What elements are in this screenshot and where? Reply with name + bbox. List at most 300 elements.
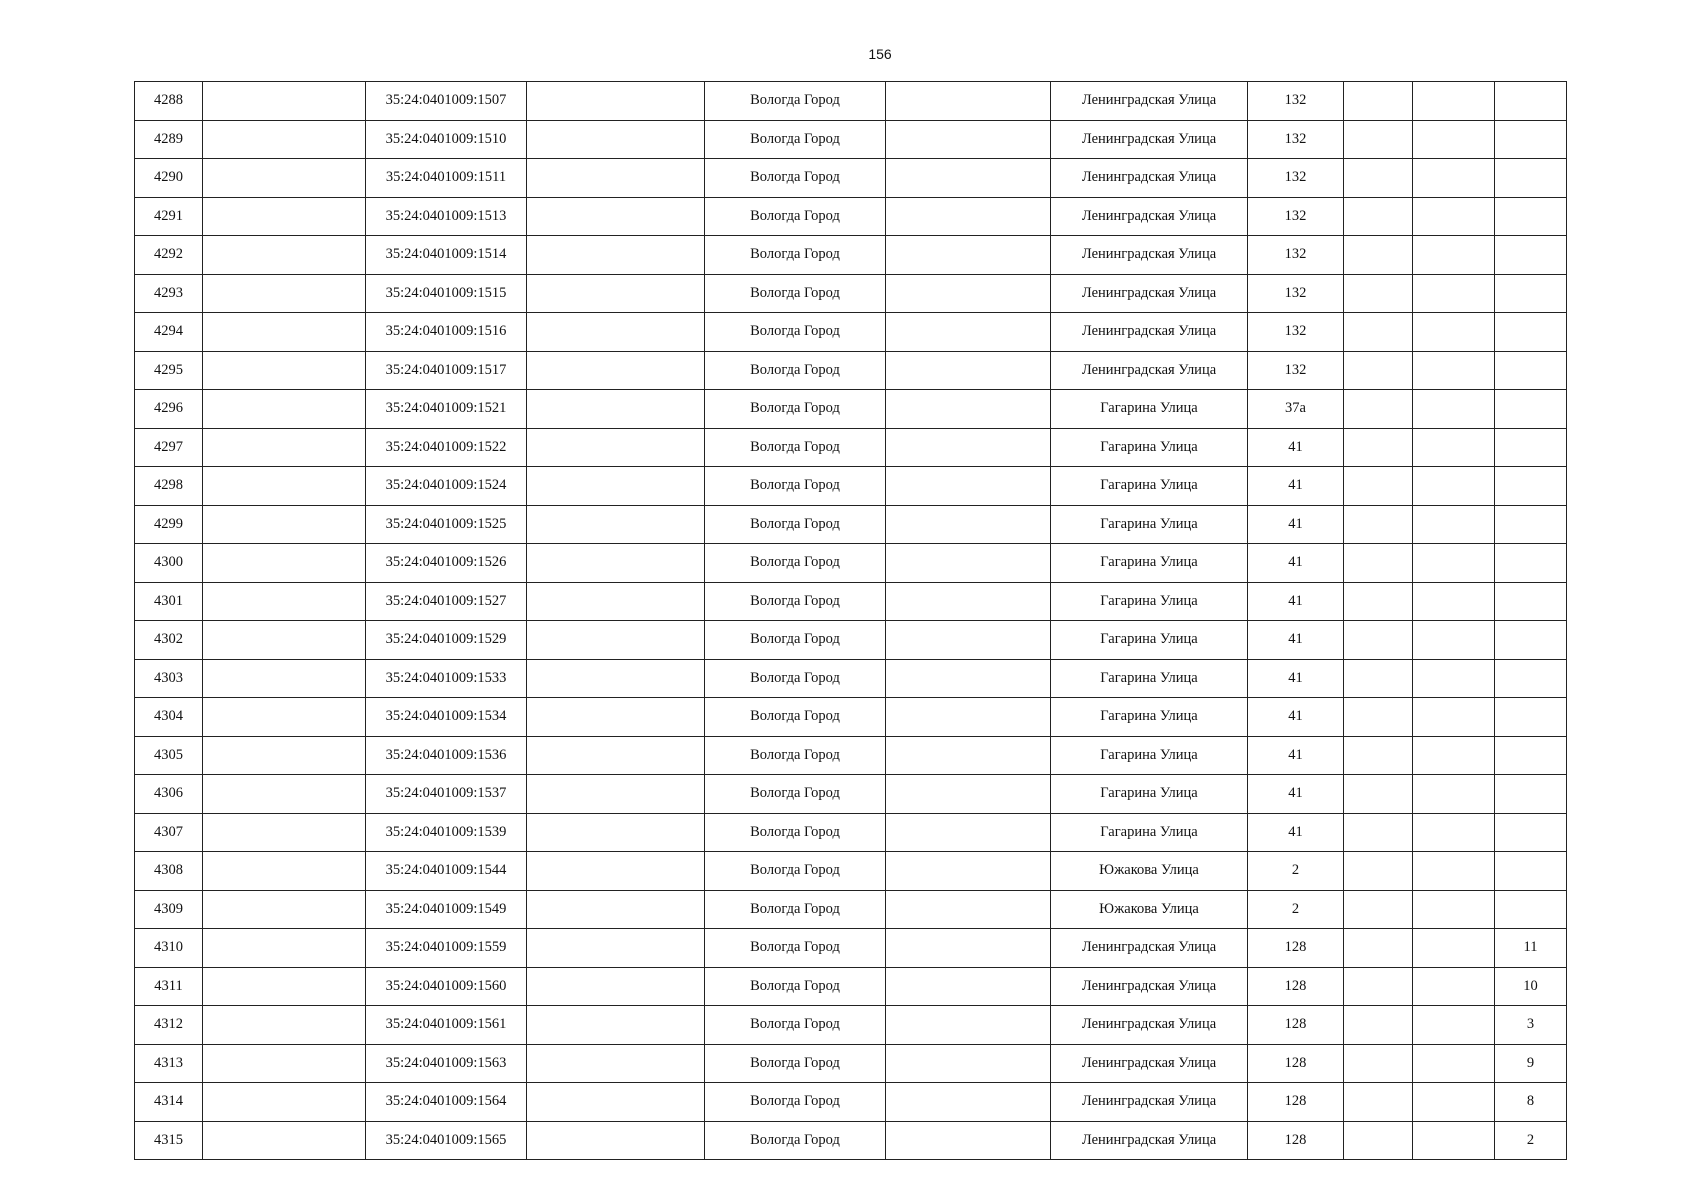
blank-cell (203, 929, 366, 968)
row-number-cell: 4315 (135, 1121, 203, 1160)
blank-cell (203, 467, 366, 506)
blank-cell (1344, 313, 1413, 352)
blank-cell (886, 313, 1051, 352)
blank-cell (886, 582, 1051, 621)
blank-cell (1344, 1121, 1413, 1160)
register-table-body (135, 82, 1567, 1160)
blank-cell (886, 890, 1051, 929)
blank-cell (1413, 313, 1495, 352)
street-cell: Гагарина Улица (1051, 544, 1248, 583)
table-row (135, 274, 1567, 313)
row-number-cell: 4306 (135, 775, 203, 814)
blank-cell (1413, 351, 1495, 390)
house-number-cell: 132 (1248, 197, 1344, 236)
blank-cell (886, 159, 1051, 198)
street-cell: Гагарина Улица (1051, 428, 1248, 467)
blank-cell (203, 197, 366, 236)
street-cell: Гагарина Улица (1051, 621, 1248, 660)
row-number-cell: 4288 (135, 82, 203, 121)
house-number-cell: 2 (1248, 890, 1344, 929)
street-cell: Ленинградская Улица (1051, 236, 1248, 275)
blank-cell (1344, 852, 1413, 891)
cadastral-number-cell: 35:24:0401009:1564 (366, 1083, 527, 1122)
blank-cell (1413, 82, 1495, 121)
cadastral-number-cell: 35:24:0401009:1522 (366, 428, 527, 467)
apartment-number-cell: 11 (1495, 929, 1567, 968)
city-cell: Вологда Город (705, 621, 886, 660)
apartment-number-cell (1495, 197, 1567, 236)
house-number-cell: 41 (1248, 582, 1344, 621)
row-number-cell: 4290 (135, 159, 203, 198)
blank-cell (527, 467, 705, 506)
cadastral-number-cell: 35:24:0401009:1524 (366, 467, 527, 506)
table-row (135, 736, 1567, 775)
house-number-cell: 128 (1248, 1083, 1344, 1122)
city-cell: Вологда Город (705, 698, 886, 737)
blank-cell (886, 852, 1051, 891)
blank-cell (1413, 1083, 1495, 1122)
blank-cell (527, 82, 705, 121)
blank-cell (1344, 428, 1413, 467)
blank-cell (1413, 621, 1495, 660)
blank-cell (886, 390, 1051, 429)
blank-cell (203, 1006, 366, 1045)
house-number-cell: 128 (1248, 929, 1344, 968)
blank-cell (1413, 775, 1495, 814)
blank-cell (203, 621, 366, 660)
blank-cell (1344, 890, 1413, 929)
blank-cell (527, 813, 705, 852)
city-cell: Вологда Город (705, 82, 886, 121)
blank-cell (1344, 813, 1413, 852)
blank-cell (1344, 467, 1413, 506)
table-row (135, 775, 1567, 814)
blank-cell (1344, 159, 1413, 198)
row-number-cell: 4303 (135, 659, 203, 698)
table-row (135, 852, 1567, 891)
blank-cell (1413, 159, 1495, 198)
row-number-cell: 4314 (135, 1083, 203, 1122)
blank-cell (1413, 852, 1495, 891)
blank-cell (527, 390, 705, 429)
apartment-number-cell (1495, 428, 1567, 467)
house-number-cell: 41 (1248, 621, 1344, 660)
blank-cell (886, 1044, 1051, 1083)
blank-cell (1344, 390, 1413, 429)
city-cell: Вологда Город (705, 890, 886, 929)
cadastral-number-cell: 35:24:0401009:1560 (366, 967, 527, 1006)
row-number-cell: 4312 (135, 1006, 203, 1045)
blank-cell (886, 621, 1051, 660)
apartment-number-cell (1495, 890, 1567, 929)
cadastral-number-cell: 35:24:0401009:1537 (366, 775, 527, 814)
city-cell: Вологда Город (705, 967, 886, 1006)
blank-cell (527, 1083, 705, 1122)
cadastral-number-cell: 35:24:0401009:1516 (366, 313, 527, 352)
row-number-cell: 4313 (135, 1044, 203, 1083)
table-row (135, 467, 1567, 506)
cadastral-number-cell: 35:24:0401009:1539 (366, 813, 527, 852)
row-number-cell: 4295 (135, 351, 203, 390)
apartment-number-cell: 3 (1495, 1006, 1567, 1045)
blank-cell (1344, 621, 1413, 660)
street-cell: Ленинградская Улица (1051, 929, 1248, 968)
blank-cell (1344, 929, 1413, 968)
table-row (135, 1083, 1567, 1122)
blank-cell (527, 967, 705, 1006)
row-number-cell: 4291 (135, 197, 203, 236)
row-number-cell: 4300 (135, 544, 203, 583)
row-number-cell: 4305 (135, 736, 203, 775)
street-cell: Ленинградская Улица (1051, 313, 1248, 352)
cadastral-number-cell: 35:24:0401009:1561 (366, 1006, 527, 1045)
blank-cell (886, 120, 1051, 159)
blank-cell (527, 428, 705, 467)
house-number-cell: 132 (1248, 159, 1344, 198)
street-cell: Ленинградская Улица (1051, 120, 1248, 159)
blank-cell (527, 120, 705, 159)
table-row (135, 890, 1567, 929)
blank-cell (527, 659, 705, 698)
blank-cell (527, 197, 705, 236)
blank-cell (203, 813, 366, 852)
table-row (135, 544, 1567, 583)
blank-cell (527, 890, 705, 929)
street-cell: Гагарина Улица (1051, 390, 1248, 429)
house-number-cell: 41 (1248, 467, 1344, 506)
blank-cell (1344, 582, 1413, 621)
street-cell: Гагарина Улица (1051, 813, 1248, 852)
house-number-cell: 132 (1248, 236, 1344, 275)
house-number-cell: 41 (1248, 544, 1344, 583)
city-cell: Вологда Город (705, 929, 886, 968)
blank-cell (527, 621, 705, 660)
table-row (135, 1121, 1567, 1160)
apartment-number-cell (1495, 813, 1567, 852)
cadastral-number-cell: 35:24:0401009:1563 (366, 1044, 527, 1083)
blank-cell (527, 505, 705, 544)
blank-cell (203, 544, 366, 583)
row-number-cell: 4293 (135, 274, 203, 313)
blank-cell (203, 890, 366, 929)
city-cell: Вологда Город (705, 659, 886, 698)
blank-cell (1413, 197, 1495, 236)
blank-cell (1344, 351, 1413, 390)
blank-cell (886, 1006, 1051, 1045)
blank-cell (1413, 1006, 1495, 1045)
city-cell: Вологда Город (705, 1121, 886, 1160)
blank-cell (886, 544, 1051, 583)
table-row (135, 313, 1567, 352)
house-number-cell: 128 (1248, 967, 1344, 1006)
street-cell: Гагарина Улица (1051, 505, 1248, 544)
blank-cell (1344, 698, 1413, 737)
house-number-cell: 132 (1248, 313, 1344, 352)
apartment-number-cell (1495, 313, 1567, 352)
cadastral-number-cell: 35:24:0401009:1514 (366, 236, 527, 275)
cadastral-number-cell: 35:24:0401009:1549 (366, 890, 527, 929)
street-cell: Южакова Улица (1051, 890, 1248, 929)
table-row (135, 698, 1567, 737)
blank-cell (527, 698, 705, 737)
cadastral-number-cell: 35:24:0401009:1533 (366, 659, 527, 698)
blank-cell (203, 1044, 366, 1083)
house-number-cell: 128 (1248, 1006, 1344, 1045)
blank-cell (527, 1006, 705, 1045)
table-row (135, 390, 1567, 429)
street-cell: Ленинградская Улица (1051, 1044, 1248, 1083)
row-number-cell: 4310 (135, 929, 203, 968)
street-cell: Ленинградская Улица (1051, 82, 1248, 121)
blank-cell (886, 1083, 1051, 1122)
table-row (135, 82, 1567, 121)
blank-cell (203, 428, 366, 467)
apartment-number-cell (1495, 736, 1567, 775)
blank-cell (1413, 659, 1495, 698)
house-number-cell: 132 (1248, 274, 1344, 313)
row-number-cell: 4307 (135, 813, 203, 852)
blank-cell (203, 1083, 366, 1122)
blank-cell (203, 313, 366, 352)
blank-cell (1413, 390, 1495, 429)
city-cell: Вологда Город (705, 852, 886, 891)
apartment-number-cell (1495, 775, 1567, 814)
table-row (135, 159, 1567, 198)
street-cell: Ленинградская Улица (1051, 274, 1248, 313)
blank-cell (203, 698, 366, 737)
blank-cell (527, 775, 705, 814)
cadastral-number-cell: 35:24:0401009:1515 (366, 274, 527, 313)
cadastral-number-cell: 35:24:0401009:1544 (366, 852, 527, 891)
blank-cell (527, 274, 705, 313)
blank-cell (527, 1121, 705, 1160)
table-row (135, 236, 1567, 275)
blank-cell (886, 929, 1051, 968)
apartment-number-cell (1495, 82, 1567, 121)
cadastral-number-cell: 35:24:0401009:1517 (366, 351, 527, 390)
apartment-number-cell: 9 (1495, 1044, 1567, 1083)
blank-cell (886, 775, 1051, 814)
blank-cell (1413, 1121, 1495, 1160)
apartment-number-cell (1495, 621, 1567, 660)
blank-cell (1413, 967, 1495, 1006)
city-cell: Вологда Город (705, 1083, 886, 1122)
row-number-cell: 4297 (135, 428, 203, 467)
blank-cell (886, 274, 1051, 313)
row-number-cell: 4302 (135, 621, 203, 660)
house-number-cell: 132 (1248, 82, 1344, 121)
row-number-cell: 4294 (135, 313, 203, 352)
apartment-number-cell: 10 (1495, 967, 1567, 1006)
cadastral-number-cell: 35:24:0401009:1527 (366, 582, 527, 621)
cadastral-number-cell: 35:24:0401009:1521 (366, 390, 527, 429)
blank-cell (1344, 197, 1413, 236)
apartment-number-cell: 2 (1495, 1121, 1567, 1160)
blank-cell (886, 967, 1051, 1006)
table-row (135, 428, 1567, 467)
blank-cell (1413, 582, 1495, 621)
street-cell: Ленинградская Улица (1051, 1083, 1248, 1122)
apartment-number-cell (1495, 852, 1567, 891)
row-number-cell: 4308 (135, 852, 203, 891)
blank-cell (527, 1044, 705, 1083)
blank-cell (886, 1121, 1051, 1160)
city-cell: Вологда Город (705, 197, 886, 236)
blank-cell (1413, 467, 1495, 506)
house-number-cell: 132 (1248, 351, 1344, 390)
house-number-cell: 41 (1248, 659, 1344, 698)
blank-cell (1344, 775, 1413, 814)
house-number-cell: 41 (1248, 698, 1344, 737)
blank-cell (886, 197, 1051, 236)
blank-cell (886, 736, 1051, 775)
cadastral-number-cell: 35:24:0401009:1511 (366, 159, 527, 198)
city-cell: Вологда Город (705, 1044, 886, 1083)
city-cell: Вологда Город (705, 544, 886, 583)
page-number: 156 (868, 46, 892, 62)
blank-cell (203, 1121, 366, 1160)
house-number-cell: 41 (1248, 775, 1344, 814)
house-number-cell: 41 (1248, 813, 1344, 852)
house-number-cell: 132 (1248, 120, 1344, 159)
blank-cell (1344, 544, 1413, 583)
blank-cell (1413, 1044, 1495, 1083)
street-cell: Гагарина Улица (1051, 775, 1248, 814)
cadastral-number-cell: 35:24:0401009:1565 (366, 1121, 527, 1160)
street-cell: Гагарина Улица (1051, 467, 1248, 506)
cadastral-number-cell: 35:24:0401009:1507 (366, 82, 527, 121)
register-table (134, 81, 1567, 1160)
street-cell: Ленинградская Улица (1051, 159, 1248, 198)
blank-cell (1344, 274, 1413, 313)
blank-cell (1413, 505, 1495, 544)
cadastral-number-cell: 35:24:0401009:1513 (366, 197, 527, 236)
blank-cell (886, 698, 1051, 737)
blank-cell (1344, 736, 1413, 775)
street-cell: Гагарина Улица (1051, 582, 1248, 621)
blank-cell (527, 159, 705, 198)
blank-cell (886, 467, 1051, 506)
street-cell: Ленинградская Улица (1051, 1121, 1248, 1160)
blank-cell (1413, 929, 1495, 968)
blank-cell (1344, 1044, 1413, 1083)
house-number-cell: 128 (1248, 1044, 1344, 1083)
table-row (135, 351, 1567, 390)
blank-cell (1413, 120, 1495, 159)
cadastral-number-cell: 35:24:0401009:1526 (366, 544, 527, 583)
apartment-number-cell (1495, 351, 1567, 390)
blank-cell (203, 351, 366, 390)
blank-cell (1344, 1083, 1413, 1122)
street-cell: Ленинградская Улица (1051, 1006, 1248, 1045)
cadastral-number-cell: 35:24:0401009:1529 (366, 621, 527, 660)
house-number-cell: 128 (1248, 1121, 1344, 1160)
apartment-number-cell (1495, 159, 1567, 198)
blank-cell (1344, 236, 1413, 275)
row-number-cell: 4311 (135, 967, 203, 1006)
blank-cell (203, 582, 366, 621)
table-row (135, 582, 1567, 621)
city-cell: Вологда Город (705, 274, 886, 313)
city-cell: Вологда Город (705, 313, 886, 352)
apartment-number-cell (1495, 505, 1567, 544)
street-cell: Южакова Улица (1051, 852, 1248, 891)
street-cell: Ленинградская Улица (1051, 351, 1248, 390)
blank-cell (203, 120, 366, 159)
blank-cell (203, 159, 366, 198)
apartment-number-cell (1495, 236, 1567, 275)
city-cell: Вологда Город (705, 236, 886, 275)
apartment-number-cell (1495, 544, 1567, 583)
blank-cell (886, 428, 1051, 467)
blank-cell (1344, 505, 1413, 544)
row-number-cell: 4304 (135, 698, 203, 737)
blank-cell (527, 582, 705, 621)
blank-cell (203, 659, 366, 698)
blank-cell (1413, 890, 1495, 929)
apartment-number-cell: 8 (1495, 1083, 1567, 1122)
row-number-cell: 4296 (135, 390, 203, 429)
blank-cell (886, 659, 1051, 698)
house-number-cell: 37а (1248, 390, 1344, 429)
city-cell: Вологда Город (705, 428, 886, 467)
blank-cell (203, 852, 366, 891)
city-cell: Вологда Город (705, 1006, 886, 1045)
house-number-cell: 41 (1248, 505, 1344, 544)
cadastral-number-cell: 35:24:0401009:1559 (366, 929, 527, 968)
row-number-cell: 4289 (135, 120, 203, 159)
blank-cell (1413, 274, 1495, 313)
blank-cell (1413, 544, 1495, 583)
blank-cell (886, 351, 1051, 390)
blank-cell (203, 775, 366, 814)
table-row (135, 929, 1567, 968)
blank-cell (1413, 736, 1495, 775)
blank-cell (1413, 698, 1495, 737)
cadastral-number-cell: 35:24:0401009:1510 (366, 120, 527, 159)
table-row (135, 1044, 1567, 1083)
street-cell: Гагарина Улица (1051, 736, 1248, 775)
city-cell: Вологда Город (705, 775, 886, 814)
apartment-number-cell (1495, 390, 1567, 429)
house-number-cell: 41 (1248, 736, 1344, 775)
street-cell: Гагарина Улица (1051, 659, 1248, 698)
table-row (135, 505, 1567, 544)
cadastral-number-cell: 35:24:0401009:1525 (366, 505, 527, 544)
blank-cell (203, 736, 366, 775)
row-number-cell: 4298 (135, 467, 203, 506)
row-number-cell: 4301 (135, 582, 203, 621)
blank-cell (1344, 82, 1413, 121)
blank-cell (1344, 967, 1413, 1006)
row-number-cell: 4292 (135, 236, 203, 275)
apartment-number-cell (1495, 582, 1567, 621)
apartment-number-cell (1495, 274, 1567, 313)
row-number-cell: 4299 (135, 505, 203, 544)
street-cell: Ленинградская Улица (1051, 967, 1248, 1006)
city-cell: Вологда Город (705, 159, 886, 198)
blank-cell (203, 967, 366, 1006)
blank-cell (527, 236, 705, 275)
blank-cell (203, 82, 366, 121)
blank-cell (527, 544, 705, 583)
blank-cell (203, 390, 366, 429)
street-cell: Гагарина Улица (1051, 698, 1248, 737)
house-number-cell: 2 (1248, 852, 1344, 891)
blank-cell (527, 929, 705, 968)
city-cell: Вологда Город (705, 390, 886, 429)
blank-cell (1344, 659, 1413, 698)
